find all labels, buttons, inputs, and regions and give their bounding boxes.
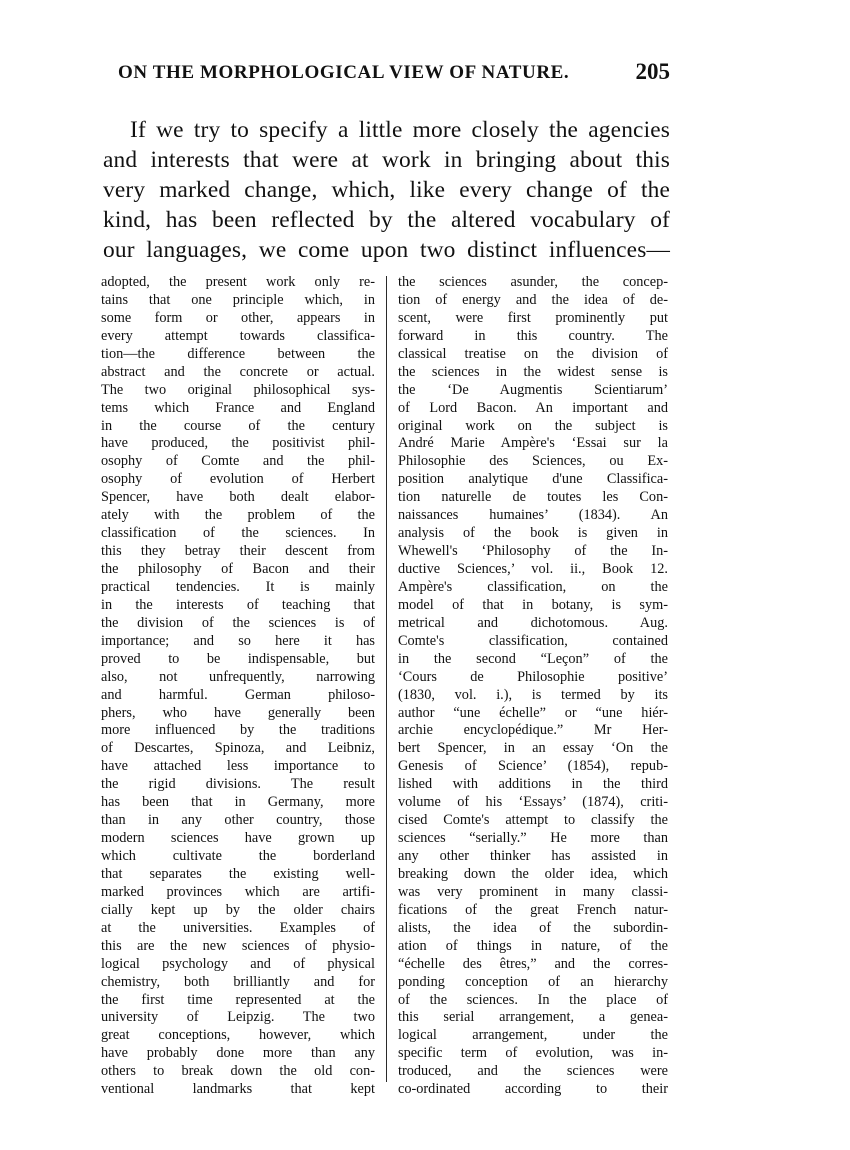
footnote-line: analysis of the book is given in (398, 525, 668, 542)
footnote-line: tains that one principle which, in (101, 291, 375, 308)
footnote-line: the rigid divisions. The result (101, 776, 375, 793)
footnote-line: Ampère's classification, on the (398, 578, 668, 595)
paragraph-line: our languages, we come upon two distinct influences— (103, 237, 670, 263)
running-head (118, 59, 670, 88)
footnote-line: metrical and dichotomous. Aug. (398, 614, 668, 631)
footnote-line: importance; and so here it has (101, 632, 375, 649)
running-title: ON THE MORPHOLOGICAL VIEW OF NATURE. (118, 62, 570, 83)
footnote-line: Whewell's ‘Philosophy of the In- (398, 543, 668, 560)
footnote-line: cised Comte's attempt to classify the (398, 812, 668, 829)
footnote-line: lished with additions in the third (398, 776, 668, 793)
footnote-line: co-ordinated according to their (398, 1081, 668, 1098)
footnote-line: the ‘De Augmentis Scientiarum’ (398, 381, 668, 398)
footnote-line: position analytique d'une Classifica- (398, 471, 668, 488)
footnote-line: modern sciences have grown up (101, 830, 375, 847)
footnote-line: ation of things in nature, of the (398, 937, 668, 954)
footnote-line: have produced, the positivist phil- (101, 435, 375, 452)
footnote-line: in the interests of teaching that (101, 596, 375, 613)
footnote-line: original work on the subject is (398, 417, 668, 434)
footnote-line: some form or other, appears in (101, 309, 375, 326)
footnote-line: breaking down the older idea, which (398, 865, 668, 882)
footnote-line: tion—the difference between the (101, 345, 375, 362)
footnote-line: of Lord Bacon. An important and (398, 399, 668, 416)
footnote-line: chemistry, both brilliantly and for (101, 973, 375, 990)
footnote-line: osophy of Comte and the phil- (101, 453, 375, 470)
footnote-line: “échelle des êtres,” and the corres- (398, 955, 668, 972)
footnote-line: great conceptions, however, which (101, 1027, 375, 1044)
footnote-line: tion of energy and the idea of de- (398, 291, 668, 308)
footnote-line: model of that in botany, is sym- (398, 596, 668, 613)
footnote-line: university of Leipzig. The two (101, 1009, 375, 1026)
footnote-line: Philosophie des Sciences, ou Ex- (398, 453, 668, 470)
footnote-line: and harmful. German philoso- (101, 686, 375, 703)
column-divider (386, 276, 387, 1082)
footnote-line: others to break down the old con- (101, 1063, 375, 1080)
footnote-line: specific term of evolution, was in- (398, 1045, 668, 1062)
paragraph-line: and interests that were at work in bringing about this (103, 147, 670, 173)
footnote-line: every attempt towards classifica- (101, 327, 375, 344)
footnote-line: archie encyclopédique.” Mr Her- (398, 722, 668, 739)
footnote-column-right (398, 274, 668, 1099)
paragraph-line: If we try to specify a little more closely the agencies (130, 117, 670, 143)
footnote-line: classical treatise on the division of (398, 345, 668, 362)
footnote-line: ponding conception of an hierarchy (398, 973, 668, 990)
footnote-line: marked provinces which are artifi- (101, 883, 375, 900)
footnote-line: which cultivate the borderland (101, 848, 375, 864)
footnote-line: Spencer, have both dealt elabor- (101, 489, 375, 506)
page-number: 205 (635, 59, 670, 84)
footnote-line: Comte's classification, contained (398, 632, 668, 649)
footnote-line: phers, who have generally been (101, 704, 375, 721)
footnote-line: sciences “serially.” He more than (398, 830, 668, 847)
footnote-line: was very prominent in many classi- (398, 883, 668, 900)
footnote-line: practical tendencies. It is mainly (101, 578, 375, 595)
footnote-line: volume of his ‘Essays’ (1874), criti- (398, 794, 668, 811)
footnote-line: scent, were first prominently put (398, 309, 668, 326)
footnote-line: ‘Cours de Philosophie positive’ (398, 668, 668, 685)
footnote-line: the sciences in the widest sense is (398, 363, 668, 380)
footnote-line: of Descartes, Spinoza, and Leibniz, (101, 740, 375, 757)
footnote-line: André Marie Ampère's ‘Essai sur la (398, 435, 668, 452)
paragraph-line: kind, has been reflected by the altered vocabulary of (103, 207, 670, 233)
footnote-line: proved to be indispensable, but (101, 650, 375, 667)
footnote-line: of the sciences. In the place of (398, 991, 668, 1008)
paragraph-line: very marked change, which, like every change of the (103, 177, 670, 203)
footnote-line: cially kept up by the older chairs (101, 901, 375, 918)
footnote-line: the sciences asunder, the concep- (398, 274, 668, 290)
footnote-line: fications of the great French natur- (398, 901, 668, 918)
footnote-line: the first time represented at the (101, 991, 375, 1008)
footnote-line: have probably done more than any (101, 1045, 375, 1062)
footnote-line: than in any other country, those (101, 812, 375, 829)
footnote-line: abstract and the concrete or actual. (101, 363, 375, 380)
footnote-line: logical psychology and of physical (101, 955, 375, 972)
footnote-line: any other thinker has assisted in (398, 848, 668, 864)
footnote-line: ductive Sciences,’ vol. ii., Book 12. (398, 561, 668, 577)
footnote-line: forward in this country. The (398, 327, 668, 344)
footnote-line: osophy of evolution of Herbert (101, 471, 375, 488)
footnote-line: more influenced by the traditions (101, 722, 375, 739)
footnote-line: ately with the problem of the (101, 507, 375, 524)
main-paragraph (103, 115, 670, 265)
footnote-line: ventional landmarks that kept (101, 1081, 375, 1098)
footnote-line: tems which France and England (101, 399, 375, 416)
footnote-line: at the universities. Examples of (101, 919, 375, 936)
footnote-line: logical arrangement, under the (398, 1027, 668, 1044)
footnote-line: has been that in Germany, more (101, 794, 375, 811)
footnote-line: alists, the idea of the subordin- (398, 919, 668, 936)
footnote-line: (1830, vol. i.), is termed by its (398, 686, 668, 703)
footnote-line: the philosophy of Bacon and their (101, 561, 375, 577)
footnote-line: The two original philosophical sys- (101, 381, 375, 398)
footnote-line: have attached less importance to (101, 758, 375, 775)
footnote-line: this serial arrangement, a genea- (398, 1009, 668, 1026)
footnote-line: in the course of the century (101, 417, 375, 434)
footnote-line: classification of the sciences. In (101, 525, 375, 542)
footnote-line: this they betray their descent from (101, 543, 375, 560)
footnote-line: tion naturelle de toutes les Con- (398, 489, 668, 506)
footnote-line: that separates the existing well- (101, 865, 375, 882)
footnote-line: author “une échelle” or “une hiér- (398, 704, 668, 721)
footnote-line: Genesis of Science’ (1854), repub- (398, 758, 668, 775)
footnote-line: naissances humaines’ (1834). An (398, 507, 668, 524)
footnote-column-left (101, 274, 375, 1099)
footnote-line: the division of the sciences is of (101, 614, 375, 631)
footnote-line: this are the new sciences of physio- (101, 937, 375, 954)
footnote-line: also, not unfrequently, narrowing (101, 668, 375, 685)
footnote-line: troduced, and the sciences were (398, 1063, 668, 1080)
footnote-line: in the second “Leçon” of the (398, 650, 668, 667)
footnote-line: bert Spencer, in an essay ‘On the (398, 740, 668, 757)
footnote-line: adopted, the present work only re- (101, 274, 375, 290)
